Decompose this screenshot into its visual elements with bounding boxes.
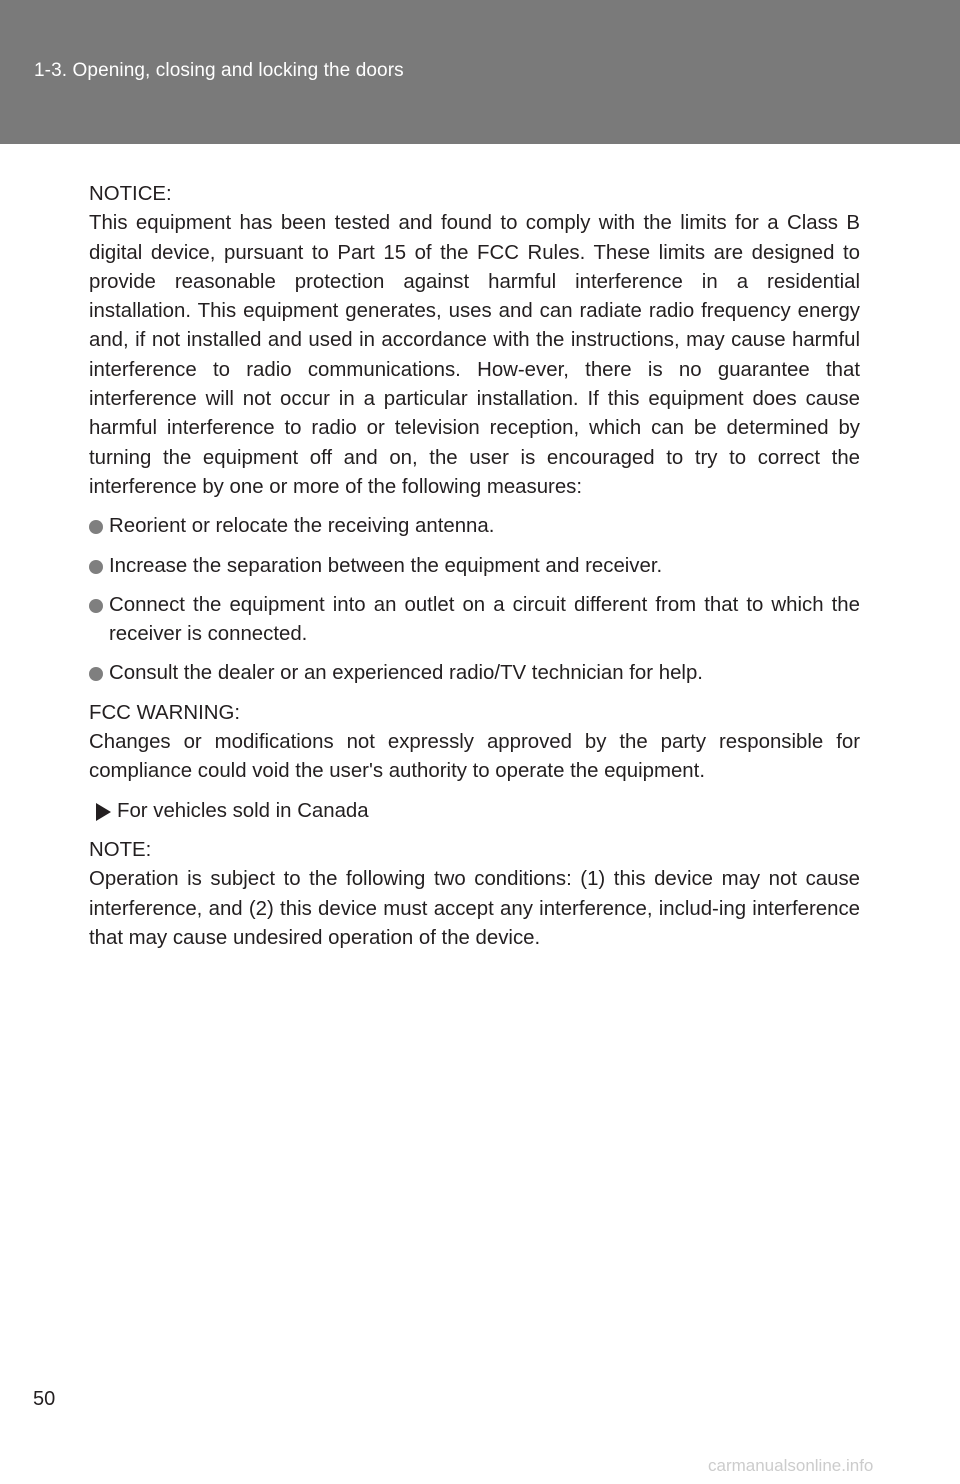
list-item [89, 659, 860, 688]
measure-text: Increase the separation between the equipment and receiver. [109, 554, 663, 577]
fcc-warning-block [89, 699, 860, 787]
notice-block [89, 180, 860, 502]
page-content [89, 180, 860, 953]
notice-heading: NOTICE: [89, 183, 172, 205]
list-item [89, 591, 860, 650]
measure-text: Reorient or relocate the receiving antenna. [109, 515, 495, 538]
fcc-warning-heading: FCC WARNING: [89, 701, 241, 724]
list-item [89, 552, 860, 581]
section-title: 1-3. Opening, closing and locking the doors [34, 60, 404, 81]
canada-note-heading: NOTE: [89, 838, 152, 861]
canada-label: For vehicles sold in Canada [117, 799, 369, 822]
measure-text: Consult the dealer or an experienced radio/TV technician for help. [109, 662, 703, 685]
fcc-warning-body: Changes or modifications not expressly approved by the party responsible for compliance could void the user's authority to operate the equipment. [89, 731, 860, 783]
watermark: carmanualsonline.info [708, 1456, 874, 1475]
bullet-icon [89, 520, 103, 534]
bullet-icon [89, 667, 103, 681]
canada-note-body: Operation is subject to the following two conditions: (1) this device may not cause interference, and (2) this device must accept any interference, includ-ing interference that may cause undesired operation of the device. [89, 868, 860, 949]
arrow-right-icon [96, 803, 111, 821]
list-item [89, 512, 860, 541]
notice-body: This equipment has been tested and found to comply with the limits for a Class B digital device, pursuant to Part 15 of the FCC Rules. These limits are designed to provide reasonable protection against harmful interference in a residential installation. This equipment generates, uses and can radiate radio frequency energy and, if not installed and used in accordance with the instructions, may cause harmful interference to radio communications. How-ever, there is no guarantee that interference will not occur in a particular installation. If this equipment does cause harmful interference to radio or television reception, which can be determined by turning the equipment off and on, the user is encouraged to try to correct the interference by one or more of the following measures: [89, 212, 860, 498]
page-number: 50 [33, 1388, 56, 1410]
canada-subheading [89, 797, 860, 826]
measure-text: Connect the equipment into an outlet on a circuit different from that to which the receiver is connected. [109, 593, 860, 646]
bullet-icon [89, 599, 103, 613]
bullet-icon [89, 560, 103, 574]
canada-note-block [89, 836, 860, 953]
header-band [0, 0, 960, 144]
